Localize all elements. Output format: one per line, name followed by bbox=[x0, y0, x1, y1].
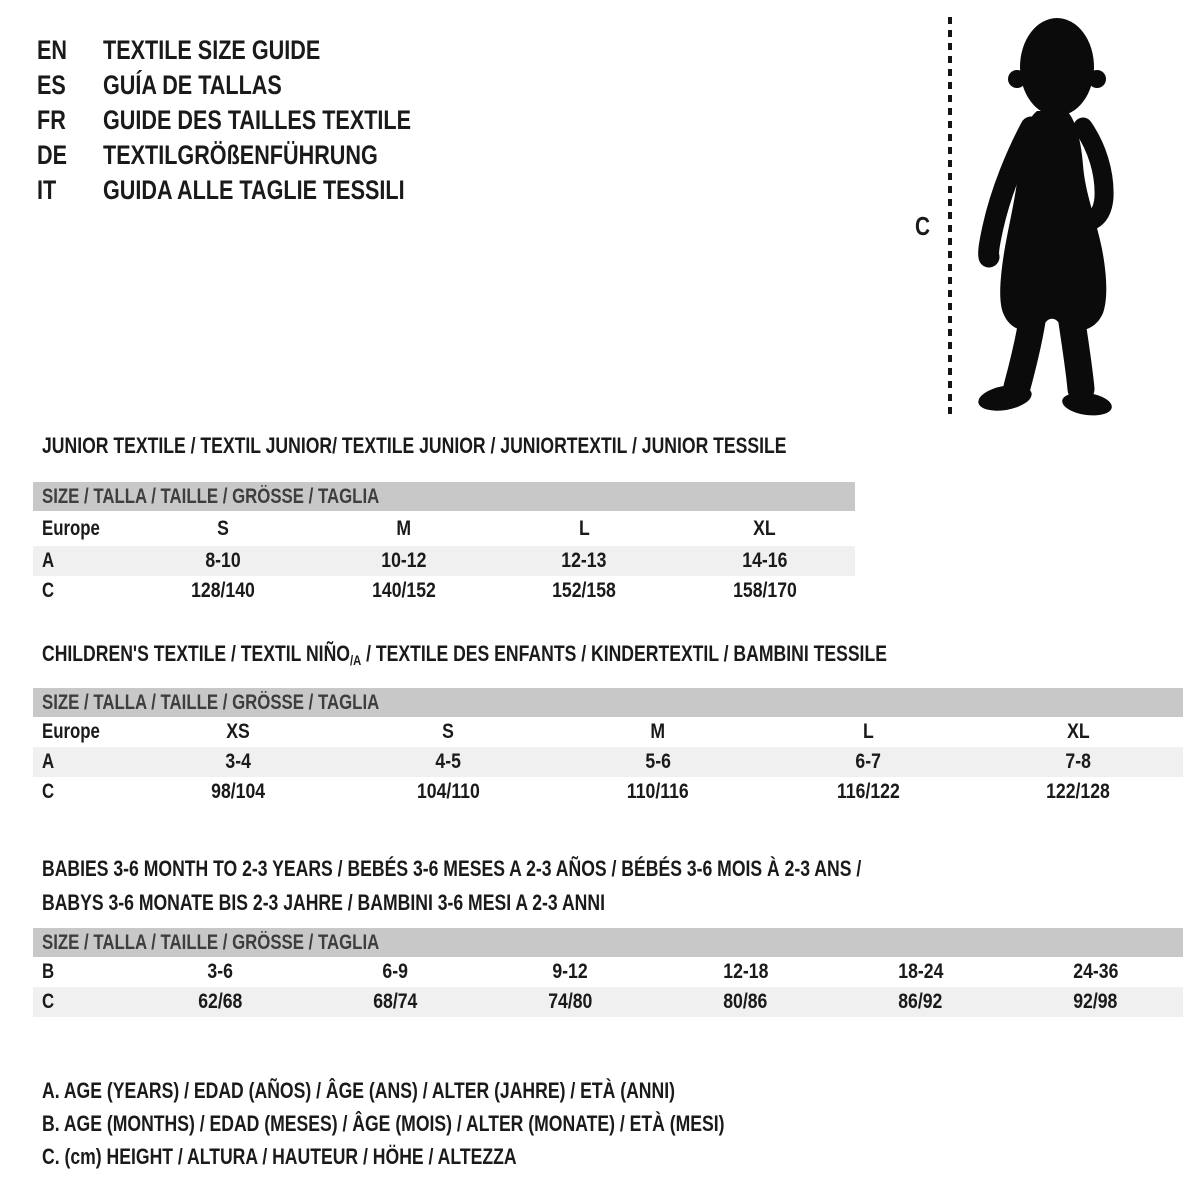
size-bar-label: SIZE / TALLA / TAILLE / GRÖSSE / TAGLIA bbox=[42, 485, 380, 508]
row-label: C bbox=[42, 780, 55, 803]
size-column-header: L bbox=[578, 516, 590, 540]
table-cell: 14-16 bbox=[742, 549, 788, 572]
size-column-header: M bbox=[650, 720, 666, 743]
language-code: ES bbox=[37, 70, 66, 100]
babies-heading-line1: BABIES 3-6 MONTH TO 2-3 YEARS / BEBÉS 3-6 MESES A 2-3 AÑOS / BÉBÉS 3-6 MOIS À 2-3 ANS / bbox=[42, 856, 862, 881]
table-cell: 10-12 bbox=[381, 549, 427, 572]
legend-line-b: B. AGE (MONTHS) / EDAD (MESES) / ÂGE (MOIS) / ALTER (MONATE) / ETÀ (MESI) bbox=[42, 1111, 725, 1136]
language-row-it bbox=[37, 173, 488, 208]
table-cell: 68/74 bbox=[373, 990, 418, 1013]
babies-heading-line2: BABYS 3-6 MONATE BIS 2-3 JAHRE / BAMBINI 3-6 MESI A 2-3 ANNI bbox=[42, 890, 605, 915]
region-header-cell bbox=[33, 717, 133, 747]
table-cell: 116/122 bbox=[836, 780, 900, 803]
row-label-cell bbox=[33, 546, 133, 576]
language-code: FR bbox=[37, 105, 66, 135]
guide-title-fr: GUIDE DES TAILLES TEXTILE bbox=[103, 105, 412, 135]
children-section-heading bbox=[42, 642, 1098, 672]
legend-line-c: C. (cm) HEIGHT / ALTURA / HAUTEUR / HÖHE / ALTEZZA bbox=[42, 1144, 517, 1169]
guide-title-en: TEXTILE SIZE GUIDE bbox=[103, 35, 321, 65]
row-label-cell bbox=[33, 777, 133, 807]
babies-section-heading bbox=[42, 852, 1066, 920]
table-cell: 7-8 bbox=[1065, 750, 1091, 773]
babies-size-table bbox=[33, 928, 1183, 1017]
region-header-cell bbox=[33, 511, 133, 546]
junior-size-table bbox=[33, 482, 855, 606]
babies-height-row bbox=[33, 987, 1183, 1017]
children-header-row bbox=[33, 717, 1183, 747]
table-cell: 3-4 bbox=[225, 750, 251, 773]
table-cell: 128/140 bbox=[191, 579, 256, 602]
size-column-header: S bbox=[217, 516, 230, 540]
table-cell: 6-7 bbox=[855, 750, 881, 773]
height-measure-line bbox=[948, 17, 952, 415]
table-cell: 110/116 bbox=[627, 780, 689, 803]
table-cell: 4-5 bbox=[435, 750, 461, 773]
row-label-cell bbox=[33, 987, 133, 1017]
junior-section-heading bbox=[42, 434, 973, 458]
row-label: B bbox=[42, 960, 55, 983]
junior-age-row bbox=[33, 546, 855, 576]
table-cell: 9-12 bbox=[552, 960, 589, 983]
size-column-header: XL bbox=[1066, 720, 1090, 743]
babies-age-row bbox=[33, 957, 1183, 987]
junior-heading-text: JUNIOR TEXTILE / TEXTIL JUNIOR/ TEXTILE JUNIOR / JUNIORTEXTIL / JUNIOR TESSILE bbox=[42, 433, 787, 458]
junior-header-row bbox=[33, 511, 855, 546]
table-cell: 86/92 bbox=[898, 990, 943, 1013]
language-row-es bbox=[37, 68, 488, 103]
table-cell: 62/68 bbox=[198, 990, 243, 1013]
table-cell: 80/86 bbox=[723, 990, 768, 1013]
children-age-row bbox=[33, 747, 1183, 777]
guide-title-es: GUÍA DE TALLAS bbox=[103, 70, 282, 100]
baby-silhouette-icon bbox=[963, 15, 1141, 417]
babies-size-bar bbox=[33, 928, 1183, 957]
size-bar-label: SIZE / TALLA / TAILLE / GRÖSSE / TAGLIA bbox=[42, 931, 380, 954]
children-heading-text bbox=[42, 642, 887, 672]
table-cell: 104/110 bbox=[416, 780, 480, 803]
table-cell: 152/158 bbox=[552, 579, 617, 602]
row-label: C bbox=[42, 579, 55, 602]
language-code: EN bbox=[37, 35, 68, 65]
table-cell: 5-6 bbox=[645, 750, 671, 773]
language-row-fr bbox=[37, 103, 488, 138]
language-title-list bbox=[37, 33, 488, 208]
table-cell: 98/104 bbox=[211, 780, 265, 803]
size-column-header: XS bbox=[226, 720, 250, 743]
region-header: Europe bbox=[42, 516, 100, 540]
junior-height-row bbox=[33, 576, 855, 606]
children-height-row bbox=[33, 777, 1183, 807]
table-cell: 12-13 bbox=[561, 549, 607, 572]
row-label: C bbox=[42, 990, 55, 1013]
children-heading-subscript: /A bbox=[349, 652, 362, 668]
guide-title-de: TEXTILGRÖßENFÜHRUNG bbox=[103, 140, 378, 170]
size-column-header: M bbox=[396, 516, 412, 540]
language-code: IT bbox=[37, 175, 57, 205]
row-label-cell bbox=[33, 576, 133, 606]
height-measure-label: C bbox=[915, 211, 931, 241]
language-row-en bbox=[37, 33, 488, 68]
legend-line-a: A. AGE (YEARS) / EDAD (AÑOS) / ÂGE (ANS) / ALTER (JAHRE) / ETÀ (ANNI) bbox=[42, 1078, 675, 1103]
measure-legend bbox=[42, 1074, 895, 1173]
table-cell: 12-18 bbox=[722, 960, 769, 983]
table-cell: 24-36 bbox=[1072, 960, 1119, 983]
size-bar-label: SIZE / TALLA / TAILLE / GRÖSSE / TAGLIA bbox=[42, 691, 380, 714]
table-cell: 3-6 bbox=[207, 960, 234, 983]
size-column-header: S bbox=[442, 720, 454, 743]
table-cell: 18-24 bbox=[897, 960, 944, 983]
table-cell: 158/170 bbox=[732, 579, 797, 602]
row-label: A bbox=[42, 750, 55, 773]
row-label: A bbox=[42, 549, 55, 572]
guide-title-it: GUIDA ALLE TAGLIE TESSILI bbox=[103, 175, 405, 205]
junior-size-bar bbox=[33, 482, 855, 511]
children-size-bar bbox=[33, 688, 1183, 717]
table-cell: 8-10 bbox=[205, 549, 241, 572]
children-size-table bbox=[33, 688, 1183, 807]
language-code: DE bbox=[37, 140, 68, 170]
table-cell: 122/128 bbox=[1046, 780, 1110, 803]
children-heading-part1: CHILDREN'S TEXTILE / TEXTIL NIÑO bbox=[42, 641, 350, 666]
row-label-cell bbox=[33, 747, 133, 777]
children-heading-part2: / TEXTILE DES ENFANTS / KINDERTEXTIL / BAMBINI TESSILE bbox=[361, 641, 887, 666]
size-column-header: XL bbox=[753, 516, 777, 540]
table-cell: 6-9 bbox=[382, 960, 409, 983]
table-cell: 92/98 bbox=[1073, 990, 1118, 1013]
language-row-de bbox=[37, 138, 488, 173]
table-cell: 74/80 bbox=[548, 990, 593, 1013]
table-cell: 140/152 bbox=[371, 579, 436, 602]
region-header: Europe bbox=[42, 720, 100, 743]
row-label-cell bbox=[33, 957, 133, 987]
size-column-header: L bbox=[862, 720, 874, 743]
